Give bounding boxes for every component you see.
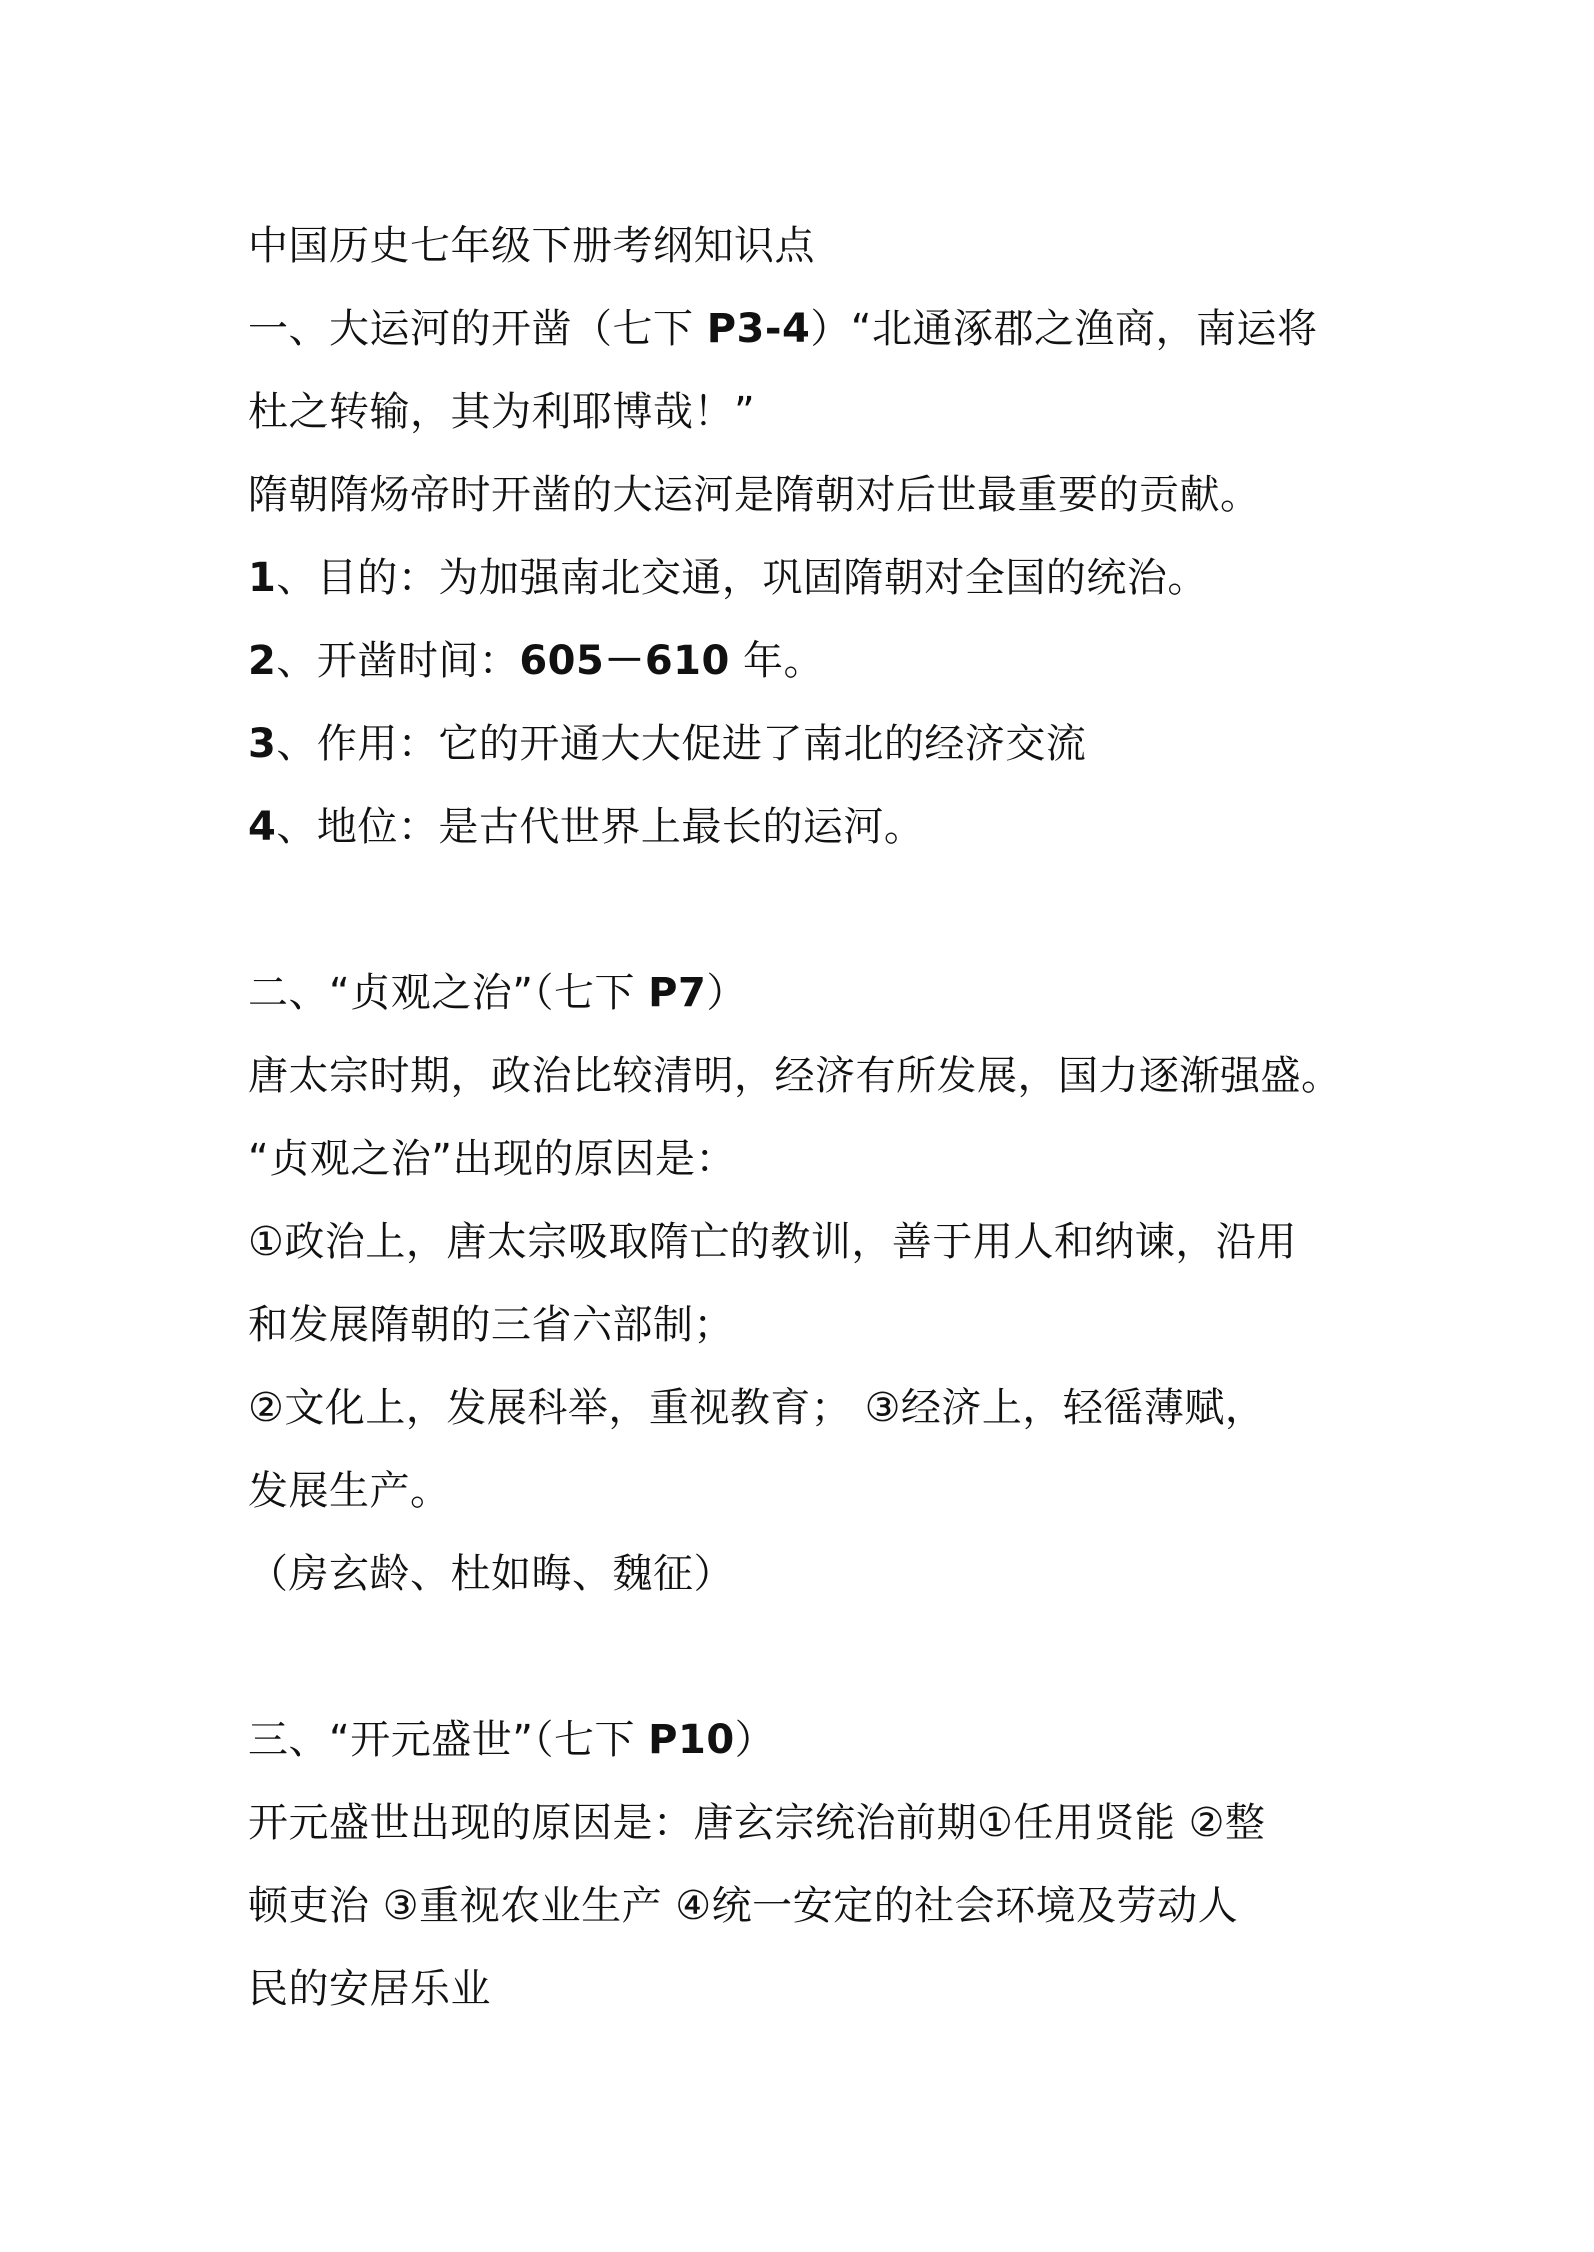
section1-item-2 [248, 620, 1378, 703]
item-number: 1 [248, 555, 277, 601]
item-text: 、目的：为加强南北交通，巩固隋朝对全国的统治。 [276, 555, 1208, 601]
section2-page-ref: P7 [648, 970, 707, 1016]
spacer [248, 1616, 1378, 1699]
section2-line-5: ②文化上，发展科举，重视教育； ③经济上，轻徭薄赋， [248, 1385, 1266, 1431]
section1-heading [248, 288, 1378, 371]
section1-heading-continued: 杜之转输，其为利耶博哉！” [248, 389, 756, 435]
item-text: 、地位：是古代世界上最长的运河。 [276, 804, 925, 850]
section1-heading-part-b: ）“北通涿郡之渔商，南运将 [810, 306, 1318, 352]
item-number: 4 [248, 804, 277, 850]
section1-item-1 [248, 537, 1378, 620]
section1-item-3 [248, 703, 1378, 786]
item-text-b: 年。 [729, 638, 825, 684]
spacer [248, 869, 1378, 952]
section2-line-4: 和发展隋朝的三省六部制； [248, 1302, 734, 1348]
section1-item-4 [248, 786, 1378, 869]
section1-page-ref: P3-4 [706, 306, 811, 352]
section2-heading [248, 952, 1378, 1035]
item-number: 3 [248, 721, 277, 767]
section2-heading-part-b: ） [706, 970, 747, 1016]
section3-heading-part-b: ） [734, 1717, 776, 1763]
section3-line-3: 民的安居乐业 [248, 1966, 491, 2012]
section3-line-2: 顿吏治 ③重视农业生产 ④统一安定的社会环境及劳动人 [248, 1883, 1239, 1929]
section2-line-3: ①政治上，唐太宗吸取隋亡的教训，善于用人和纳谏，沿用 [248, 1219, 1297, 1265]
section2-line-7: （房玄龄、杜如晦、魏征） [248, 1551, 734, 1597]
section2-line-2: “贞观之治”出现的原因是： [248, 1136, 736, 1182]
item-years: 605－610 [519, 638, 730, 684]
section3-heading [248, 1699, 1378, 1782]
item-text: 、作用：它的开通大大促进了南北的经济交流 [276, 721, 1087, 767]
section1-intro: 隋朝隋炀帝时开凿的大运河是隋朝对后世最重要的贡献。 [248, 472, 1261, 518]
section1-heading-part-a: 一、大运河的开凿（七下 [248, 306, 707, 352]
document-content [248, 205, 1378, 2031]
section2-heading-part-a: 二、“贞观之治”（七下 [248, 970, 649, 1016]
section3-line-1: 开元盛世出现的原因是：唐玄宗统治前期①任用贤能 ②整 [248, 1800, 1266, 1846]
section2-line-6: 发展生产。 [248, 1468, 451, 1514]
item-number: 2 [248, 638, 277, 684]
section3-page-ref: P10 [648, 1717, 735, 1763]
section2-line-1: 唐太宗时期，政治比较清明，经济有所发展，国力逐渐强盛。 [248, 1053, 1342, 1099]
document-title: 中国历史七年级下册考纲知识点 [248, 223, 815, 269]
section3-heading-part-a: 三、“开元盛世”（七下 [248, 1717, 649, 1763]
item-text-a: 、开凿时间： [276, 638, 520, 684]
